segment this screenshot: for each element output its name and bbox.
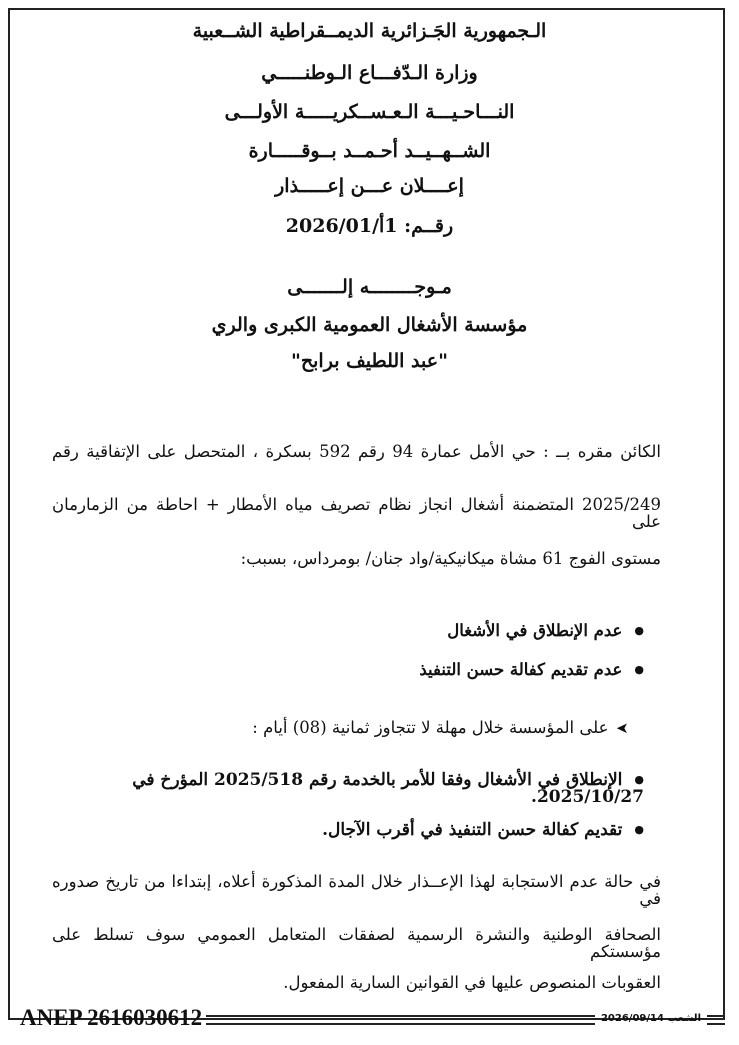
footer-rule-left [206,1015,595,1025]
notice-title: إعــــلان عـــن إعـــــذار [275,175,464,197]
body-line-1: الكائن مقره بــ : حي الأمل عمارة 94 رقم 592 بسكرة ، المتحصل على الإتفاقية رقم [52,442,662,461]
region-title: النـــاحـيـــة الـعـســكريـــــة الأولـــى [224,101,515,123]
closing-line-2: الصحافة الوطنية والنشرة الرسمية لصفقات المتعامل العمومي سوف تسلط على مؤسستكم [52,925,661,961]
addressee-company: مؤسسة الأشغال العمومية الكبرى والري [211,314,528,336]
addressee-heading: مـوجــــــــه إلـــــــى [287,276,452,298]
footer-rule-right [707,1015,725,1025]
body-line-2: 2025/249 المتضمنة أشغال انجاز نظام تصريف مياه الأمطار + احاطة من الزمارمان على [52,495,661,531]
addressee-name: "عبد اللطيف برابح" [290,350,449,372]
body-line-3: مستوى الفوج 61 مشاة ميكانيكية/واد جنان/ بومرداس، بسبب: [240,549,661,568]
obligation-item: ● تقديم كفالة حسن التنفيذ في أقرب الآجال. [52,822,644,839]
ministry-title: وزارة الـدّفـــاع الـوطنـــــي [261,62,478,84]
reason-item: ● عدم تقديم كفالة حسن التنفيذ [52,662,644,679]
footer-bar [8,1005,725,1031]
newspaper-date: الشعب 2026/09/14 [600,1012,701,1024]
deadline-line: ➤ على المؤسسة خلال مهلة لا تتجاوز ثمانية (08) أيام : [52,720,629,737]
closing-line-3: العقوبات المنصوص عليها في القوانين السارية المفعول. [283,973,661,992]
anep-reference: ANEP 2616030612 [20,1005,203,1030]
closing-line-1: في حالة عدم الاستجابة لهذا الإعــذار خلال المدة المذكورة أعلاه، إبتداءا من تاريخ صدوره في [52,872,661,908]
obligation-item: ● الإنطلاق في الأشغال وفقا للأمر بالخدمة رقم 2025/518 المؤرخ في 2025/10/27. [52,772,644,806]
shahid-title: الشــهــيــد أحـمــد بــوقـــــارة [248,140,491,162]
reason-item: ● عدم الإنطلاق في الأشغال [52,623,644,640]
notice-number: رقــم: 1أ/2026/01 [285,215,454,237]
republic-title: الـجمهورية الجَـزائرية الديمــقراطية الشــعبية [192,20,547,42]
